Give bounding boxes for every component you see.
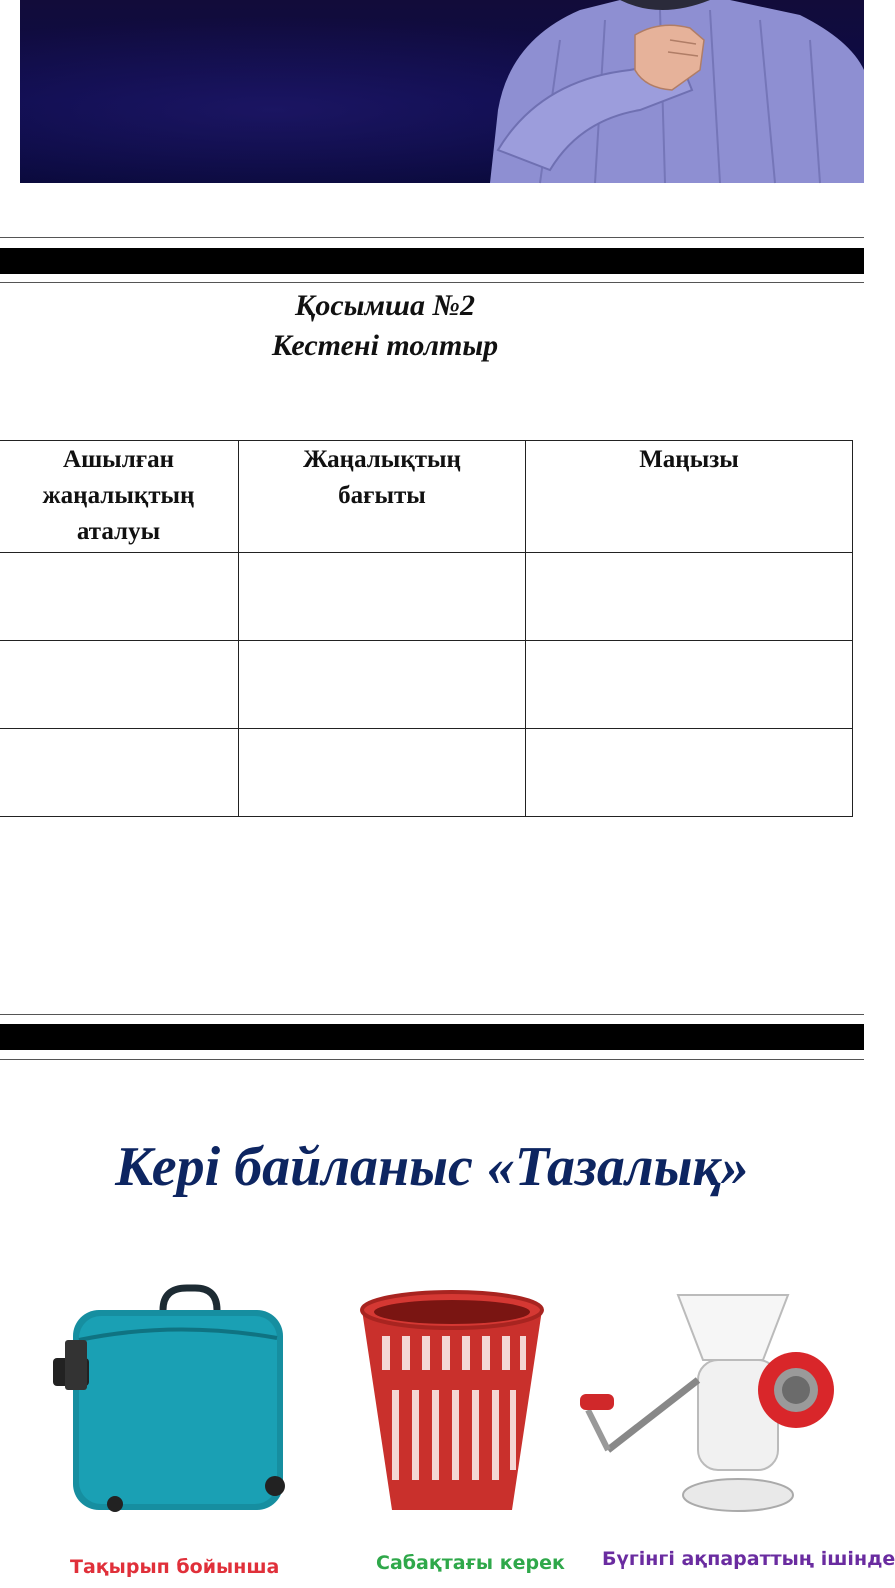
feedback-title: Кері байланыс «Тазалық» [115,1136,749,1198]
table-cell[interactable] [239,641,526,729]
table-row [0,729,853,817]
table-cell[interactable] [526,641,853,729]
basket-icon [352,1290,552,1520]
caption-lesson: Сабақтағы керек [376,1552,565,1574]
table-cell[interactable] [0,641,239,729]
divider-thick [0,1024,864,1050]
table-cell[interactable] [526,729,853,817]
table-cell[interactable] [0,729,239,817]
appendix-subtitle: Кестені толтыр [271,329,499,362]
divider [0,282,864,283]
header-line: Жаңалықтың [303,446,461,473]
caption-today: Бүгінгі ақпараттың ішінде [602,1548,895,1570]
header-line: Маңызы [639,446,739,473]
divider [0,1059,864,1060]
divider [0,1014,864,1015]
header-line: Ашылған [63,446,174,473]
table-cell[interactable] [0,553,239,641]
divider-thick [0,248,864,274]
appendix-title: Қосымша №2 [295,289,475,322]
meat-grinder-icon [578,1290,848,1520]
speaker-figure [20,0,864,183]
column-header-name [0,441,239,553]
table-cell[interactable] [239,553,526,641]
header-line: аталуы [76,518,161,545]
column-header-importance [526,441,853,553]
table-row [0,553,853,641]
header-line: бағыты [338,482,426,509]
header-line: жаңалықтың [42,482,195,509]
suitcase-icon [45,1280,295,1530]
table-header-row [0,441,853,553]
speaker-photo [20,0,864,183]
divider [0,237,864,238]
table-cell[interactable] [239,729,526,817]
fill-in-table [0,440,853,817]
caption-topic: Тақырып бойынша [70,1556,280,1578]
table-row [0,641,853,729]
table-cell[interactable] [526,553,853,641]
column-header-direction [239,441,526,553]
